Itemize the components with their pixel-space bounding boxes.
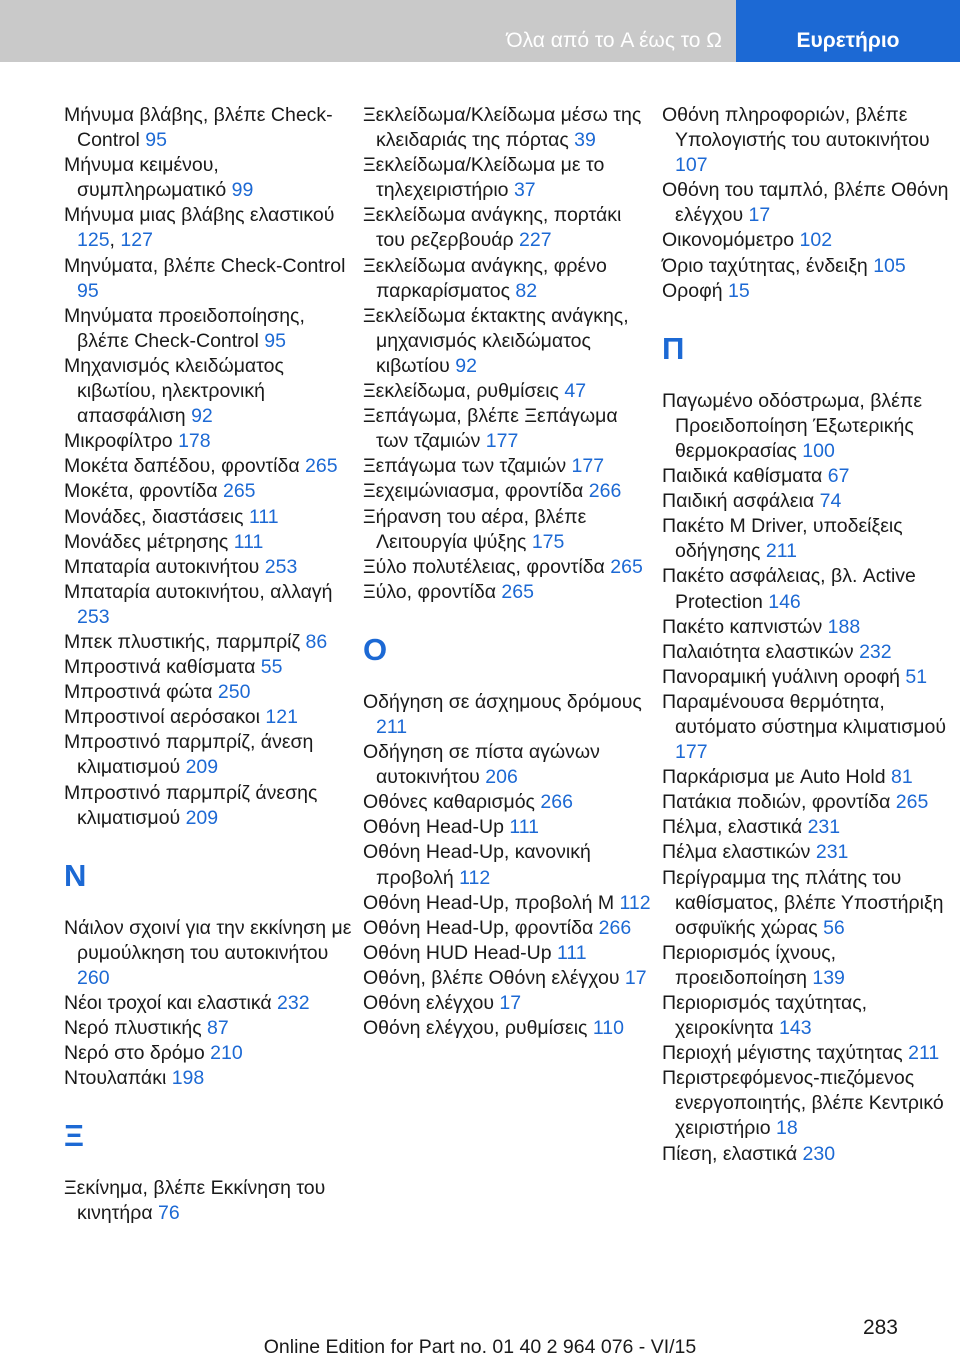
index-entry: [363, 815, 655, 840]
page-reference-link[interactable]: 39: [574, 129, 596, 152]
page-reference-link[interactable]: 211: [376, 715, 408, 738]
page-reference-link[interactable]: 250: [217, 681, 251, 704]
index-entry: [363, 1016, 655, 1041]
index-entry: [363, 966, 655, 991]
page-reference-link[interactable]: 82: [515, 279, 538, 302]
page-reference-link[interactable]: 55: [260, 656, 283, 679]
index-entry-text: Μηχανισμός κλειδώματος κιβωτίου, ηλεκτρονική απασφάλιση: [64, 354, 284, 428]
page-reference-link[interactable]: 76: [158, 1202, 180, 1225]
page-reference-link[interactable]: 112: [619, 891, 651, 914]
index-entry-text: Πίεση, ελαστικά: [662, 1142, 798, 1165]
index-entry-text: Ξεχειμώνιασμα, φροντίδα: [363, 480, 584, 503]
page-reference-link[interactable]: 253: [77, 605, 110, 628]
index-entry-text: Ξεκίνημα, βλέπε Εκκίνηση του κινητήρα: [64, 1177, 326, 1225]
index-letter-heading: Π: [662, 330, 685, 366]
page-reference-link[interactable]: 17: [624, 966, 647, 989]
index-entry-text: Οθόνες καθαρισμός: [363, 791, 535, 814]
index-entry-text: Παλαιότητα ελαστικών: [662, 640, 854, 663]
page-reference-link[interactable]: 112: [459, 866, 491, 889]
index-entry: [662, 1142, 954, 1167]
page-reference-link[interactable]: 87: [207, 1017, 229, 1040]
index-entry: [662, 866, 954, 941]
page-reference-link[interactable]: 100: [802, 439, 835, 462]
index-entry: [64, 630, 356, 655]
page-number: 283: [862, 1316, 898, 1339]
page-reference-link[interactable]: 231: [807, 816, 841, 839]
index-entry: [64, 580, 356, 630]
index-entry-text: Περιοχή μέγιστης ταχύτητας: [662, 1042, 903, 1065]
page-reference-link[interactable]: 177: [571, 455, 605, 478]
index-entry-text: Πέλμα ελαστικών: [662, 841, 811, 864]
index-entry: [64, 304, 356, 354]
index-entry-text: Μπαταρία αυτοκινήτου, αλλαγή: [64, 580, 333, 603]
index-entry: [662, 279, 954, 304]
page-reference-link[interactable]: 265: [305, 455, 338, 478]
index-entry-text: Μπροστινά φώτα: [64, 681, 213, 704]
index-entry: [363, 254, 655, 304]
index-column-3: [662, 103, 954, 1167]
index-entry-text: Ξεκλείδωμα ανάγκης, πορτάκι του ρεζερβουάρ: [363, 204, 622, 252]
page-reference-link[interactable]: 17: [499, 992, 522, 1014]
index-entry: [363, 479, 655, 504]
page-reference-link[interactable]: 206: [485, 766, 518, 789]
index-entry: [64, 730, 356, 780]
index-column-2: [363, 103, 655, 1041]
page-reference-link[interactable]: 231: [815, 841, 849, 864]
index-entry-text: Οικονομόμετρο: [662, 229, 795, 252]
section-title[interactable]: Όλα από το A έως το Ω: [506, 29, 722, 52]
index-entry: [64, 1041, 356, 1066]
page-reference-link[interactable]: 92: [455, 354, 477, 377]
page-reference-link[interactable]: 37: [513, 179, 536, 202]
index-column-1: [64, 103, 356, 1227]
page-reference-link[interactable]: 17: [748, 204, 771, 227]
index-entry-text: Οδήγηση σε άσχημους δρόμους: [363, 690, 642, 713]
page-reference-link[interactable]: 253: [264, 555, 298, 578]
edition-footer: Online Edition for Part no. 01 40 2 964 076 - VI/15: [263, 1336, 697, 1358]
index-entry-text: Πακέτο M Driver, υποδείξεις οδήγησης: [662, 515, 903, 563]
index-letter-heading: Ξ: [64, 1118, 84, 1154]
index-entry: [64, 680, 356, 705]
page-reference-link[interactable]: 86: [305, 630, 328, 653]
page-reference-link[interactable]: 111: [233, 530, 264, 553]
page-reference-link[interactable]: 105: [873, 254, 906, 277]
index-entry-text: Ξεπάγωμα των τζαμιών: [363, 455, 567, 478]
index-entry-text: Οθόνη Head-Up, προβολή M: [363, 891, 615, 914]
page-reference-link[interactable]: 143: [779, 1017, 812, 1040]
page-reference-link[interactable]: 111: [557, 941, 587, 964]
page-reference-link[interactable]: 81: [891, 766, 913, 789]
page-reference-link[interactable]: 178: [178, 430, 211, 453]
index-entry-text: Παραμένουσα θερμότητα, αυτόματο σύστημα κλιματισμού: [662, 690, 947, 738]
index-entry-text: Οροφή: [662, 279, 723, 302]
index-entry-text: Οθόνη HUD Head-Up: [363, 941, 552, 964]
index-entry-text: Πακέτο ασφάλειας, βλ. Active Protection: [662, 565, 916, 613]
index-entry: [64, 354, 356, 429]
index-entry-text: Οθόνη πληροφοριών, βλέπε Υπολογιστής του αυτοκινήτου: [662, 104, 930, 152]
page-reference-link[interactable]: 67: [827, 465, 850, 488]
index-entry: [662, 254, 954, 279]
index-entry-text: Οθόνη, βλέπε Οθόνη ελέγχου: [363, 966, 620, 989]
index-entry: [363, 454, 655, 479]
index-entry-text: Παγωμένο οδόστρωμα, βλέπε Προειδοποίηση Έξωτερικής θερμοκρασίας: [662, 389, 923, 462]
page-reference-link[interactable]: 51: [905, 665, 928, 688]
index-entry: [363, 505, 655, 555]
index-entry-text: Περιορισμός ταχύτητας, χειροκίνητα: [662, 992, 868, 1040]
index-entry-text: Οθόνη ελέγχου, ρυθμίσεις: [363, 1017, 588, 1040]
page-reference-link[interactable]: 111: [248, 505, 279, 528]
page-reference-link[interactable]: 47: [564, 380, 587, 403]
page-reference-link[interactable]: 139: [812, 966, 845, 989]
index-entry: [662, 464, 954, 489]
index-entry-text: Πανοραμική γυάλινη οροφή: [662, 665, 900, 688]
index-entry: [662, 1041, 954, 1066]
index-entry-text: Όριο ταχύτητας, ένδειξη: [662, 254, 868, 277]
index-entry: [363, 153, 655, 203]
index-entry: Μήνυμα μιας βλάβης ελαστικού 125, 127: [64, 204, 335, 252]
index-entry: [662, 690, 954, 765]
index-entry: [363, 941, 655, 966]
page-reference-link[interactable]: 232: [859, 640, 892, 663]
page-reference-link[interactable]: 110: [592, 1017, 624, 1040]
index-entry-text: Ξεκλείδωμα έκτακτης ανάγκης, μηχανισμός κλειδώματος κιβωτίου: [363, 304, 629, 377]
index-entry-text: Πέλμα, ελαστικά: [662, 816, 803, 839]
index-entry-text: Πατάκια ποδιών, φροντίδα: [662, 791, 891, 814]
index-entry-text: Μπροστινά καθίσματα: [64, 656, 256, 679]
index-entry-text: Μπαταρία αυτοκινήτου: [64, 555, 260, 578]
index-entry: [662, 103, 954, 178]
index-entry-text: Οθόνη ελέγχου: [363, 992, 494, 1014]
index-entry-text: Ξεκλείδωμα/Κλείδωμα μέσω της κλειδαριάς της πόρτας: [363, 104, 642, 152]
index-letter-heading: Ν: [64, 857, 87, 893]
index-entry: [662, 815, 954, 840]
index-entry: [662, 389, 954, 464]
page-reference-link[interactable]: 265: [501, 580, 534, 603]
page-reference-link[interactable]: 146: [768, 590, 801, 613]
page-reference-link[interactable]: 266: [598, 916, 632, 939]
index-entry-text: Μοκέτα δαπέδου, φροντίδα: [64, 455, 300, 478]
index-entry-text: Μηνύματα, βλέπε Check-Control: [64, 254, 346, 277]
page-reference-link[interactable]: 56: [823, 916, 845, 939]
index-entry-text: Μπεκ πλυστικής, παρμπρίζ: [64, 630, 301, 653]
index-entry: [363, 304, 655, 379]
index-entry-text: Νέοι τροχοί και ελαστικά: [64, 992, 272, 1014]
index-entry: [64, 429, 356, 454]
page-reference-link[interactable]: 125: [77, 229, 110, 252]
page-reference-link[interactable]: 127: [120, 229, 153, 252]
index-entry: [64, 991, 356, 1016]
index-entry-text: Μπροστινό παρμπρίζ άνεσης κλιματισμού: [64, 781, 318, 829]
index-entry: [662, 615, 954, 640]
header-bar: [0, 0, 960, 62]
page-reference-link[interactable]: 265: [222, 480, 256, 503]
index-entry: [662, 514, 954, 564]
page-reference-link[interactable]: 18: [775, 1117, 798, 1140]
index-entry: [363, 690, 655, 740]
index-entry: [64, 153, 356, 203]
index-entry: [363, 379, 655, 404]
index-entry-text: Οθόνη του ταμπλό, βλέπε Οθόνη ελέγχου: [662, 179, 949, 227]
page-reference-link[interactable]: 227: [519, 229, 552, 252]
page-reference-link[interactable]: 232: [277, 992, 310, 1014]
index-entry-text: Ξύλο, φροντίδα: [363, 580, 496, 603]
index-entry: [363, 580, 655, 605]
page-reference-link[interactable]: 198: [171, 1067, 205, 1090]
page-reference-link[interactable]: 230: [802, 1142, 836, 1165]
page-reference-link[interactable]: 107: [675, 154, 708, 177]
index-entry: [662, 228, 954, 253]
index-entry-text: Οθόνη Head-Up: [363, 816, 504, 839]
index-entry-text: Μοκέτα, φροντίδα: [64, 480, 218, 503]
page-reference-link[interactable]: 95: [77, 279, 99, 302]
index-entry: [363, 790, 655, 815]
index-entry: [64, 530, 356, 555]
index-entry: [64, 1016, 356, 1041]
index-entry: [662, 765, 954, 790]
index-entry-text: Μήνυμα κειμένου, συμπληρωματικό: [64, 154, 227, 202]
index-entry: [64, 505, 356, 530]
index-entry-text: Μονάδες, διαστάσεις: [64, 505, 244, 528]
index-entry: [363, 740, 655, 790]
index-entry: [662, 840, 954, 865]
index-entry-text: Νερό πλυστικής: [64, 1017, 202, 1040]
index-entry-text: Ξεκλείδωμα ανάγκης, φρένο παρκαρίσματος: [363, 254, 607, 302]
index-entry-text: Νερό στο δρόμο: [64, 1042, 205, 1065]
page-reference-link[interactable]: 95: [145, 129, 167, 152]
page-reference-link[interactable]: 188: [827, 615, 861, 638]
index-entry: [64, 1176, 356, 1226]
index-entry: [662, 640, 954, 665]
index-entry-text: Ντουλαπάκι: [64, 1067, 167, 1090]
index-entry-text: Ξύλο πολυτέλειας, φροντίδα: [363, 555, 605, 578]
index-entry: [662, 665, 954, 690]
page-reference-link[interactable]: 211: [908, 1042, 940, 1065]
index-entry-text: Μήνυμα βλάβης, βλέπε Check-Control: [64, 104, 333, 152]
index-entry: [662, 178, 954, 228]
page-reference-link[interactable]: 92: [191, 405, 213, 428]
index-entry-text: Παρκάρισμα με Auto Hold: [662, 766, 886, 789]
page-reference-link[interactable]: 209: [185, 806, 219, 829]
index-entry-text: Οδήγηση σε πίστα αγώνων αυτοκινήτου: [363, 741, 600, 789]
page-reference-link[interactable]: 95: [264, 329, 286, 352]
page-reference-link[interactable]: 177: [485, 430, 519, 453]
index-entry: [363, 840, 655, 890]
page-reference-link[interactable]: 260: [77, 966, 110, 989]
index-entry-text: Περιορισμός ίχνους, προειδοποίηση: [662, 941, 837, 989]
page-reference-link[interactable]: 265: [895, 791, 929, 814]
index-entry: [662, 489, 954, 514]
index-entry: [64, 454, 356, 479]
index-entry: [64, 254, 356, 304]
page-reference-link[interactable]: 210: [210, 1042, 243, 1065]
page-reference-link[interactable]: 266: [540, 791, 573, 814]
index-entry: [662, 1066, 954, 1141]
index-entry: [363, 404, 655, 454]
page-reference-link[interactable]: 177: [675, 741, 708, 764]
page-reference-link[interactable]: 121: [265, 706, 298, 729]
index-entry-text: Παιδική ασφάλεια: [662, 490, 815, 513]
index-entry-text: Ξεκλείδωμα/Κλείδωμα με το τηλεχειριστήριο: [363, 154, 605, 202]
page-reference-link[interactable]: 209: [185, 756, 219, 779]
index-entry: [363, 916, 655, 941]
index-entry: [64, 555, 356, 580]
index-entry-text: Ξεπάγωμα, βλέπε Ξεπάγωμα των τζαμιών: [363, 405, 618, 453]
index-entry-text: Μικροφίλτρο: [64, 430, 173, 453]
index-entry-text: Νάιλον σχοινί για την εκκίνηση με ρυμούλκηση του αυτοκινήτου: [64, 916, 352, 964]
index-entry: [363, 555, 655, 580]
index-entry: [662, 564, 954, 614]
index-entry: [64, 781, 356, 831]
index-entry: [662, 991, 954, 1041]
index-entry-text: Μπροστινοί αερόσακοι: [64, 706, 260, 729]
index-entry: [363, 103, 655, 153]
index-entry: [64, 655, 356, 680]
index-entry: [64, 479, 356, 504]
index-entry: [662, 790, 954, 815]
index-entry: [363, 203, 655, 253]
page-reference-link[interactable]: 15: [728, 279, 750, 302]
index-entry: [662, 941, 954, 991]
index-entry: [64, 103, 356, 153]
page-reference-link[interactable]: 111: [509, 816, 539, 839]
page-reference-link[interactable]: 102: [799, 229, 833, 252]
index-entry-text: Μήνυμα μιας βλάβης ελαστικού: [64, 204, 335, 227]
page-reference-link[interactable]: 266: [588, 480, 622, 503]
page-reference-link[interactable]: 74: [819, 490, 842, 513]
index-entry: [64, 705, 356, 730]
page-reference-link[interactable]: 265: [610, 555, 643, 578]
page-reference-link[interactable]: 175: [531, 530, 565, 553]
index-entry-text: Μηνύματα προειδοποίησης, βλέπε Check-Control: [64, 304, 305, 352]
index-entry-text: Περίγραμμα της πλάτης του καθίσματος, βλέπε Υποστήριξη οσφυϊκής χώρας: [662, 866, 944, 939]
index-entry-text: Οθόνη Head-Up, φροντίδα: [363, 916, 594, 939]
index-entry-text: Οθόνη Head-Up, κανονική προβολή: [363, 841, 591, 889]
index-entry-text: Μπροστινό παρμπρίζ, άνεση κλιματισμού: [64, 731, 314, 779]
index-entry: [64, 1066, 356, 1091]
index-entry-text: Ξήρανση του αέρα, βλέπε Λειτουργία ψύξης: [363, 505, 587, 553]
page-reference-link[interactable]: 211: [765, 540, 797, 563]
index-entry-text: Πακέτο καπνιστών: [662, 615, 823, 638]
index-entry-text: Ξεκλείδωμα, ρυθμίσεις: [363, 380, 559, 403]
index-entry-text: Παιδικά καθίσματα: [662, 465, 823, 488]
index-entry-text: Περιστρεφόμενος-πιεζόμενος ενεργοποιητής, βλέπε Κεντρικό χειριστήριο: [662, 1067, 944, 1140]
index-entry-text: Μονάδες μέτρησης: [64, 530, 229, 553]
index-tab[interactable]: Ευρετήριο: [736, 0, 960, 62]
index-entry: [363, 991, 655, 1016]
index-letter-heading: Ο: [363, 631, 388, 667]
page-reference-link[interactable]: 99: [231, 179, 254, 202]
index-entry: [363, 891, 655, 916]
index-entry: [64, 916, 356, 991]
